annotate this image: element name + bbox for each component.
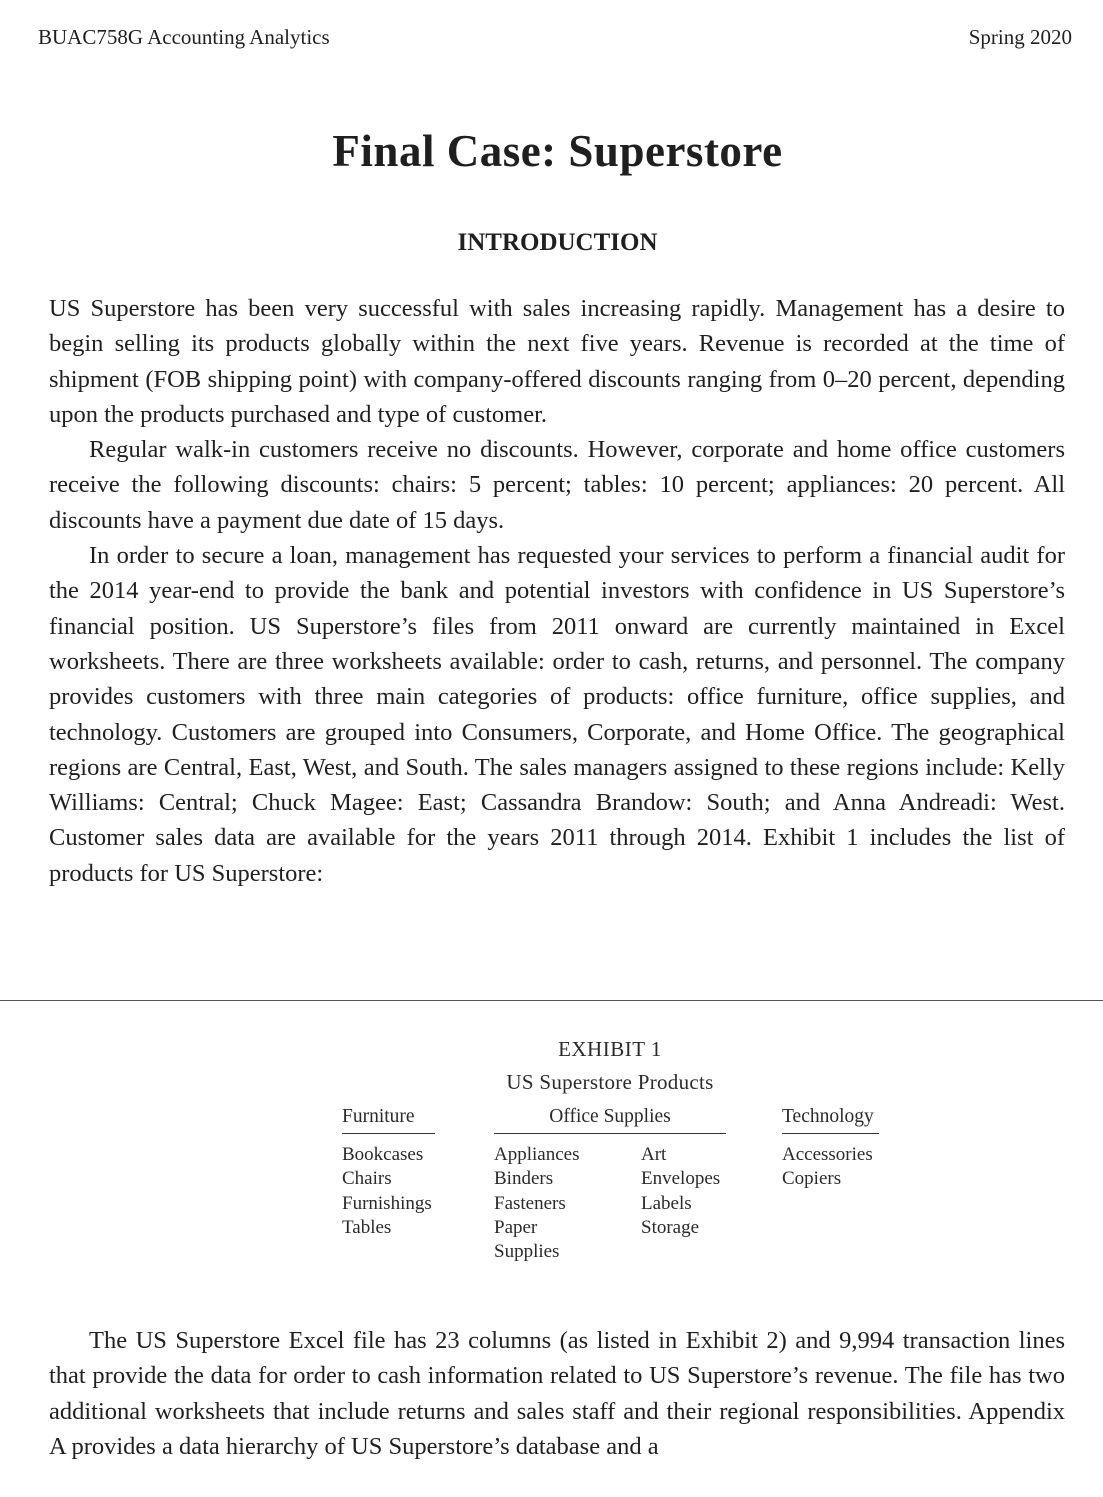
product-item: Envelopes [641,1168,721,1190]
office-supplies-product-list-col2 [641,1143,720,1240]
product-item: Bookcases [342,1144,424,1165]
intro-paragraph-1: US Superstore has been very successful with sales increasing rapidly. Management has a desire to begin selling its products globally within the next five years. Revenue is recorded at the time of shipment (FOB shipping point) with company-offered discounts ranging from 0–20 percent, depending upon the products purchased and type of customer. [49,295,1065,428]
exhibit-label: EXHIBIT 1 [558,1037,662,1061]
category-header-furniture: Furniture [342,1105,435,1134]
office-supplies-product-list-col1 [494,1143,579,1264]
product-item: Labels [641,1192,692,1214]
course-header: BUAC758G Accounting Analytics [38,25,330,49]
product-item: Fasteners [494,1192,566,1214]
product-item: Tables [342,1216,392,1238]
category-header-office-supplies: Office Supplies [494,1105,726,1134]
product-item: Chairs [342,1168,392,1190]
category-header-technology: Technology [782,1105,879,1134]
product-item: Binders [494,1168,554,1190]
product-item: Furnishings [342,1192,432,1214]
product-item: Supplies [494,1241,560,1263]
product-item: Paper [494,1216,538,1238]
page-title: Final Case: Superstore [332,126,783,176]
body-paragraph-excel-file: The US Superstore Excel file has 23 columns (as listed in Exhibit 2) and 9,994 transaction lines that provide the data for order to cash information related to US Superstore’s revenue. The file has two additional worksheets that include returns and sales staff and their regional responsibilities. Appendix A provides a data hierarchy of US Superstore’s database and a [49,1327,1065,1460]
product-item: Accessories [782,1144,873,1165]
term-header: Spring 2020 [968,25,1072,49]
product-item: Appliances [494,1144,580,1165]
section-heading-introduction: INTRODUCTION [457,229,658,256]
intro-paragraph-2: Regular walk-in customers receive no discounts. However, corporate and home office customers receive the following discounts: chairs: 5 percent; tables: 10 percent; appliances: 20 percent. All discounts have a payment due date of 15 days. [49,436,1065,534]
exhibit-caption: US Superstore Products [506,1070,714,1094]
product-item: Copiers [782,1168,842,1190]
product-item: Art [641,1144,667,1165]
exhibit-followup-text [49,1323,1065,1464]
product-item: Storage [641,1216,700,1238]
intro-paragraph-3: In order to secure a loan, management has requested your services to perform a financial audit for the 2014 year-end to provide the bank and potential investors with confidence in US Superstore’s financial position. US Superstore’s files from 2011 onward are currently maintained in Excel worksheets. There are three worksheets available: order to cash, returns, and personnel. The company provides customers with three main categories of products: office furniture, office supplies, and technology. Customers are grouped into Consumers, Corporate, and Home Office. The geographical regions are Central, East, West, and South. The sales managers assigned to these regions include: Kelly Williams: Central; Chuck Magee: East; Cassandra Brandow: South; and Anna Andreadi: West. Customer sales data are available for the years 2011 through 2014. Exhibit 1 includes the list of products for US Superstore: [49,542,1065,887]
furniture-product-list [342,1143,432,1240]
technology-product-list [782,1143,873,1192]
